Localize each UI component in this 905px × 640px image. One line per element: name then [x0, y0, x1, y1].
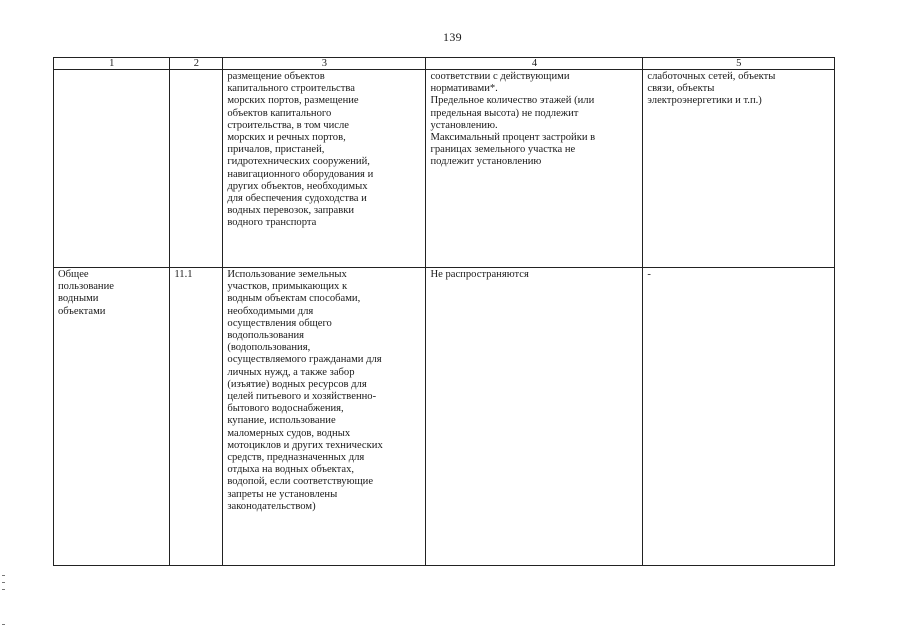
cell-text-line: необходимыми для — [227, 305, 314, 317]
cell-text-line: личных нужд, а также забор — [227, 366, 355, 378]
cell-row1-col4 — [426, 70, 643, 268]
cell-text-line: причалов, пристаней, — [227, 144, 325, 156]
header-col-1: 1 — [54, 58, 170, 70]
cell-text-line: законодательством) — [227, 500, 316, 512]
cell-text-line: пользование — [58, 281, 114, 293]
header-col-3: 3 — [223, 58, 426, 70]
cell-text-line: навигационного оборудования и — [227, 168, 374, 180]
cell-text-line: Не распространяются — [430, 269, 529, 280]
cell-text-line: морских и речных портов, — [227, 132, 346, 144]
cell-text-line: водными — [58, 293, 99, 305]
cell-text-line: установлению. — [430, 119, 498, 131]
cell-text-line: слаботочных сетей, объекты — [647, 71, 776, 82]
cell-row1-col2 — [170, 70, 223, 268]
cell-text-line: - — [647, 269, 651, 280]
cell-text-line: других объектов, необходимых — [227, 180, 368, 192]
cell-text-line: водным объектам способами, — [227, 293, 361, 305]
cell-text-line: морских портов, размещение — [227, 95, 359, 107]
cell-text-line: Предельное количество этажей (или — [430, 95, 595, 107]
cell-text-line: (водопользования, — [227, 342, 311, 354]
table-header-row — [54, 58, 835, 70]
cell-text-line: мотоциклов и других технических — [227, 439, 383, 451]
cell-text-line: маломерных судов, водных — [227, 427, 351, 439]
cell-row1-col5 — [643, 70, 835, 268]
cell-text-line: объектов капитального — [227, 107, 332, 119]
cell-text-line: бытового водоснабжения, — [227, 403, 344, 415]
header-col-4: 4 — [426, 58, 643, 70]
cell-text-line: строительства, в том числе — [227, 119, 349, 131]
cell-text-line: водопользования — [227, 330, 305, 342]
page-number: 139 — [443, 30, 462, 44]
cell-text-line: нормативами*. — [430, 83, 498, 95]
cell-text-line: водопой, если соответствующие — [227, 476, 374, 488]
scan-margin-mark — [2, 582, 5, 583]
table-row — [54, 70, 835, 268]
table-row — [54, 268, 835, 566]
cell-text-line: электроэнергетики и т.п.) — [647, 95, 762, 107]
cell-row1-col1 — [54, 70, 170, 268]
cell-text-line: капитального строительства — [227, 83, 355, 95]
cell-text-line: осуществляемого гражданами для — [227, 354, 382, 366]
cell-row2-col5 — [643, 268, 835, 566]
cell-text-line: предельная высота) не подлежит — [430, 107, 579, 119]
cell-text-line: купание, использование — [227, 415, 336, 427]
cell-text-line: отдыха на водных объектах, — [227, 464, 355, 476]
header-col-2: 2 — [170, 58, 223, 70]
cell-text-line: целей питьевого и хозяйственно- — [227, 391, 377, 403]
cell-text-line: водных перевозок, заправки — [227, 205, 355, 217]
cell-text-line: запреты не установлены — [227, 488, 338, 500]
cell-text-line: Использование земельных — [227, 269, 347, 280]
header-col-5: 5 — [643, 58, 835, 70]
cell-text-line: размещение объектов — [227, 71, 325, 82]
cell-text-line: Общее — [58, 269, 89, 280]
cell-text-line: гидротехнических сооружений, — [227, 156, 370, 168]
cell-row2-col2: 11.1 — [170, 268, 223, 566]
scan-margin-mark — [2, 624, 5, 625]
cell-row2-col1 — [54, 268, 170, 566]
scan-margin-mark — [2, 575, 5, 576]
cell-text-line: связи, объекты — [647, 83, 715, 95]
cell-text-line: границах земельного участка не — [430, 144, 576, 156]
cell-text-line: средств, предназначенных для — [227, 452, 365, 464]
cell-text-line: соответствии с действующими — [430, 71, 570, 82]
land-use-table — [53, 57, 835, 566]
cell-text-line: для обеспечения судоходства и — [227, 193, 367, 205]
cell-text-line: (изъятие) водных ресурсов для — [227, 378, 367, 390]
cell-text-line: водного транспорта — [227, 217, 317, 229]
scan-margin-mark — [2, 589, 5, 590]
cell-row1-col3 — [223, 70, 426, 268]
cell-text-line: объектами — [58, 305, 106, 317]
cell-text-line: Максимальный процент застройки в — [430, 132, 596, 144]
cell-text-line: участков, примыкающих к — [227, 281, 348, 293]
cell-text-line: подлежит установлению — [430, 156, 542, 168]
cell-text-line: осуществления общего — [227, 317, 332, 329]
cell-row2-col3 — [223, 268, 426, 566]
cell-row2-col4 — [426, 268, 643, 566]
